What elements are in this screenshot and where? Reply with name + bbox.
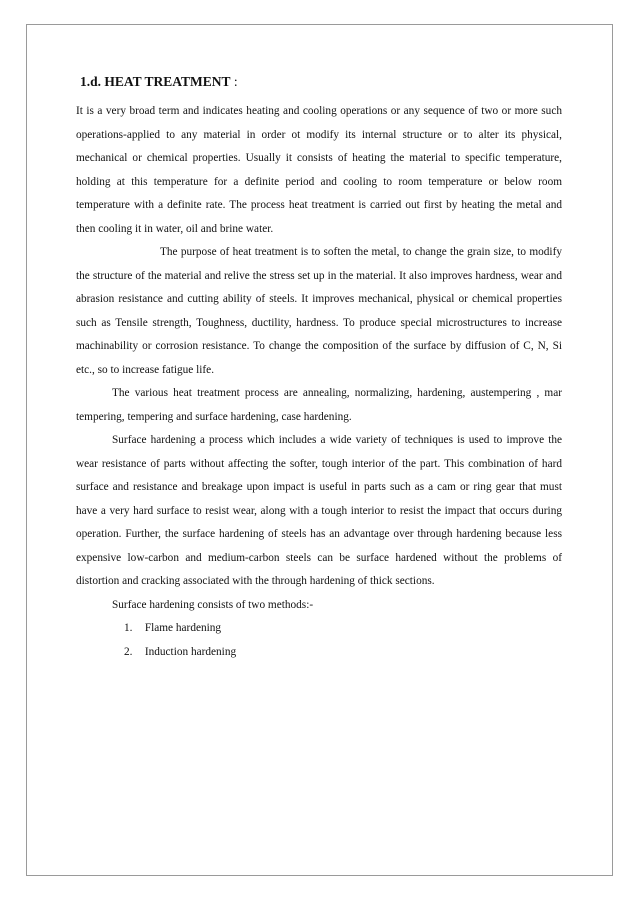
list-item-number: 1. bbox=[124, 622, 133, 634]
section-title: HEAT TREATMENT bbox=[104, 74, 231, 89]
section-title-suffix: : bbox=[233, 74, 238, 89]
section-heading bbox=[80, 72, 562, 92]
list-item-label: Induction hardening bbox=[144, 645, 237, 658]
paragraph-processes: The various heat treatment process are annealing, normalizing, hardening, austempering , mar tempering, tempering and surface hardening, case hardening. bbox=[76, 387, 562, 423]
paragraph-methods-intro: Surface hardening consists of two methods:- bbox=[112, 598, 314, 611]
list-item bbox=[124, 617, 562, 641]
list-item-number: 2. bbox=[124, 645, 133, 658]
document-body bbox=[76, 72, 562, 664]
list-item bbox=[124, 641, 562, 665]
paragraph-surface-hardening: Surface hardening a process which includes a wide variety of techniques is used to improve the wear resistance of parts without affecting the softer, tough interior of the part. This combination of hard surface and resistance and breakage upon impact is useful in parts such as a cam or ring gear that must have a very hard surface to resist wear, along with a tough interior to resist the impact that occurs during operation. Further, the surface hardening of steels has an advantage over through hardening because less expensive low-carbon and medium-carbon steels can be surface hardened without the problems of distortion and cracking associated with the through hardening of thick sections. bbox=[76, 434, 562, 587]
paragraph-definition: It is a very broad term and indicates heating and cooling operations or any sequence of two or more such operations-applied to any material in order ot modify its internal structure or to alter its physical, mechanical or chemical properties. Usually it consists of heating the material to specific temperature, holding at this temperature for a definite period and cooling to room temperature or below room temperature with a definite rate. The process heat treatment is carried out first by heating the metal and then cooling it in water, oil and brine water. bbox=[76, 105, 562, 235]
section-number: 1.d. bbox=[80, 74, 102, 89]
paragraph-purpose: The purpose of heat treatment is to soften the metal, to change the grain size, to modify the structure of the material and relive the stress set up in the material. It also improves hardness, wear and abrasion resistance and cutting ability of steels. It improves mechanical, physical or chemical properties such as Tensile strength, Toughness, ductility, hardness. To produce special microstructures to increase machinability or corrosion resistance. To change the composition of the surface by diffusion of C, N, Si etc., so to increase fatigue life. bbox=[76, 246, 562, 376]
list-item-label: Flame hardening bbox=[144, 622, 222, 634]
methods-list bbox=[76, 617, 562, 664]
